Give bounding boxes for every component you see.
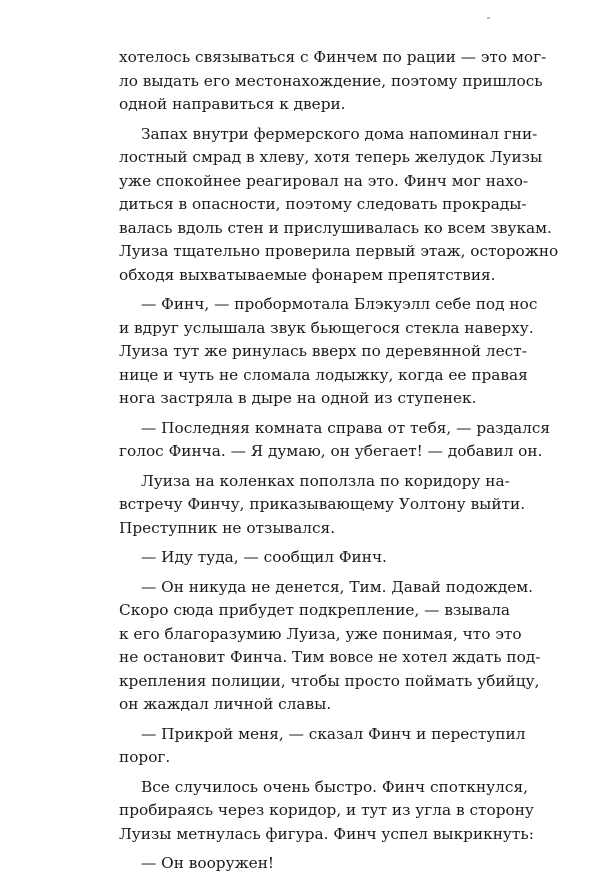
paragraph [119, 417, 551, 464]
text-line: встречу Финчу, приказывающему Уолтону выйти. [119, 495, 526, 513]
text-line: уже спокойнее реагировал на это. Финч мог нахо- [119, 171, 529, 190]
paragraph [119, 123, 559, 288]
text-line: нице и чуть не сломала лодыжку, когда ее правая [119, 365, 528, 384]
text-line: валась вдоль стен и прислушивалась ко всем звукам. [119, 218, 552, 237]
text-line: крепления полиции, чтобы просто поймать убийцу, [119, 671, 540, 690]
text-line: ло выдать его местонахождение, поэтому пришлось [119, 71, 543, 90]
paragraph [119, 576, 541, 717]
text-line: Луиза тщательно проверила первый этаж, осторожно [119, 242, 559, 260]
paragraph [119, 470, 526, 541]
text-line: обходя выхватываемые фонарем препятствия. [119, 265, 496, 284]
text-line: Скоро сюда прибудет подкрепление, — взывала [119, 601, 511, 619]
text-line: — Он вооружен! [141, 854, 275, 872]
text-line: нога застряла в дыре на одной из ступенек. [119, 389, 477, 407]
text-line: Луиза на коленках поползла по коридору на- [141, 471, 510, 490]
text-line: голос Финча. — Я думаю, он убегает! — добавил он. [119, 442, 543, 460]
text-line: одной направиться к двери. [119, 95, 346, 113]
page-corner-mark [487, 17, 490, 19]
paragraph [119, 293, 538, 411]
text-line: хотелось связываться с Финчем по рации — это мог- [119, 48, 547, 66]
paragraph [119, 546, 507, 570]
text-line: — Последняя комната справа от тебя, — раздался [141, 418, 551, 437]
text-line: — Прикрой меня, — сказал Финч и переступил [141, 724, 526, 743]
paragraph [119, 723, 526, 770]
body-text [119, 46, 559, 876]
text-line: Луиза тут же ринулась вверх по деревянной лест- [119, 342, 527, 360]
text-line: и вдруг услышала звук бьющегося стекла наверху. [119, 318, 534, 337]
text-line: к его благоразумию Луиза, уже понимая, что это [119, 624, 522, 643]
text-line: Все случилось очень быстро. Финч споткнулся, [141, 777, 528, 796]
text-line: диться в опасности, поэтому следовать прокрады- [119, 195, 527, 213]
text-line: Луизы метнулась фигура. Финч успел выкрикнуть: [119, 824, 534, 843]
paragraph [119, 46, 547, 117]
text-line: — Иду туда, — сообщил Финч. [141, 548, 387, 566]
text-line: пробираясь через коридор, и тут из угла в сторону [119, 801, 534, 819]
text-line: — Финч, — пробормотала Блэкуэлл себе под нос [141, 295, 538, 313]
paragraph [119, 852, 507, 876]
text-line: он жаждал личной славы. [119, 695, 332, 713]
text-line: лостный смрад в хлеву, хотя теперь желудок Луизы [119, 148, 543, 166]
text-line: Запах внутри фермерского дома напоминал гни- [141, 124, 538, 143]
paragraph [119, 776, 534, 847]
text-line: не остановит Финча. Тим вовсе не хотел ждать под- [119, 648, 541, 666]
text-line: — Он никуда не денется, Тим. Давай подождем. [141, 577, 534, 596]
text-line: Преступник не отзывался. [119, 518, 336, 537]
text-line: порог. [119, 748, 171, 766]
